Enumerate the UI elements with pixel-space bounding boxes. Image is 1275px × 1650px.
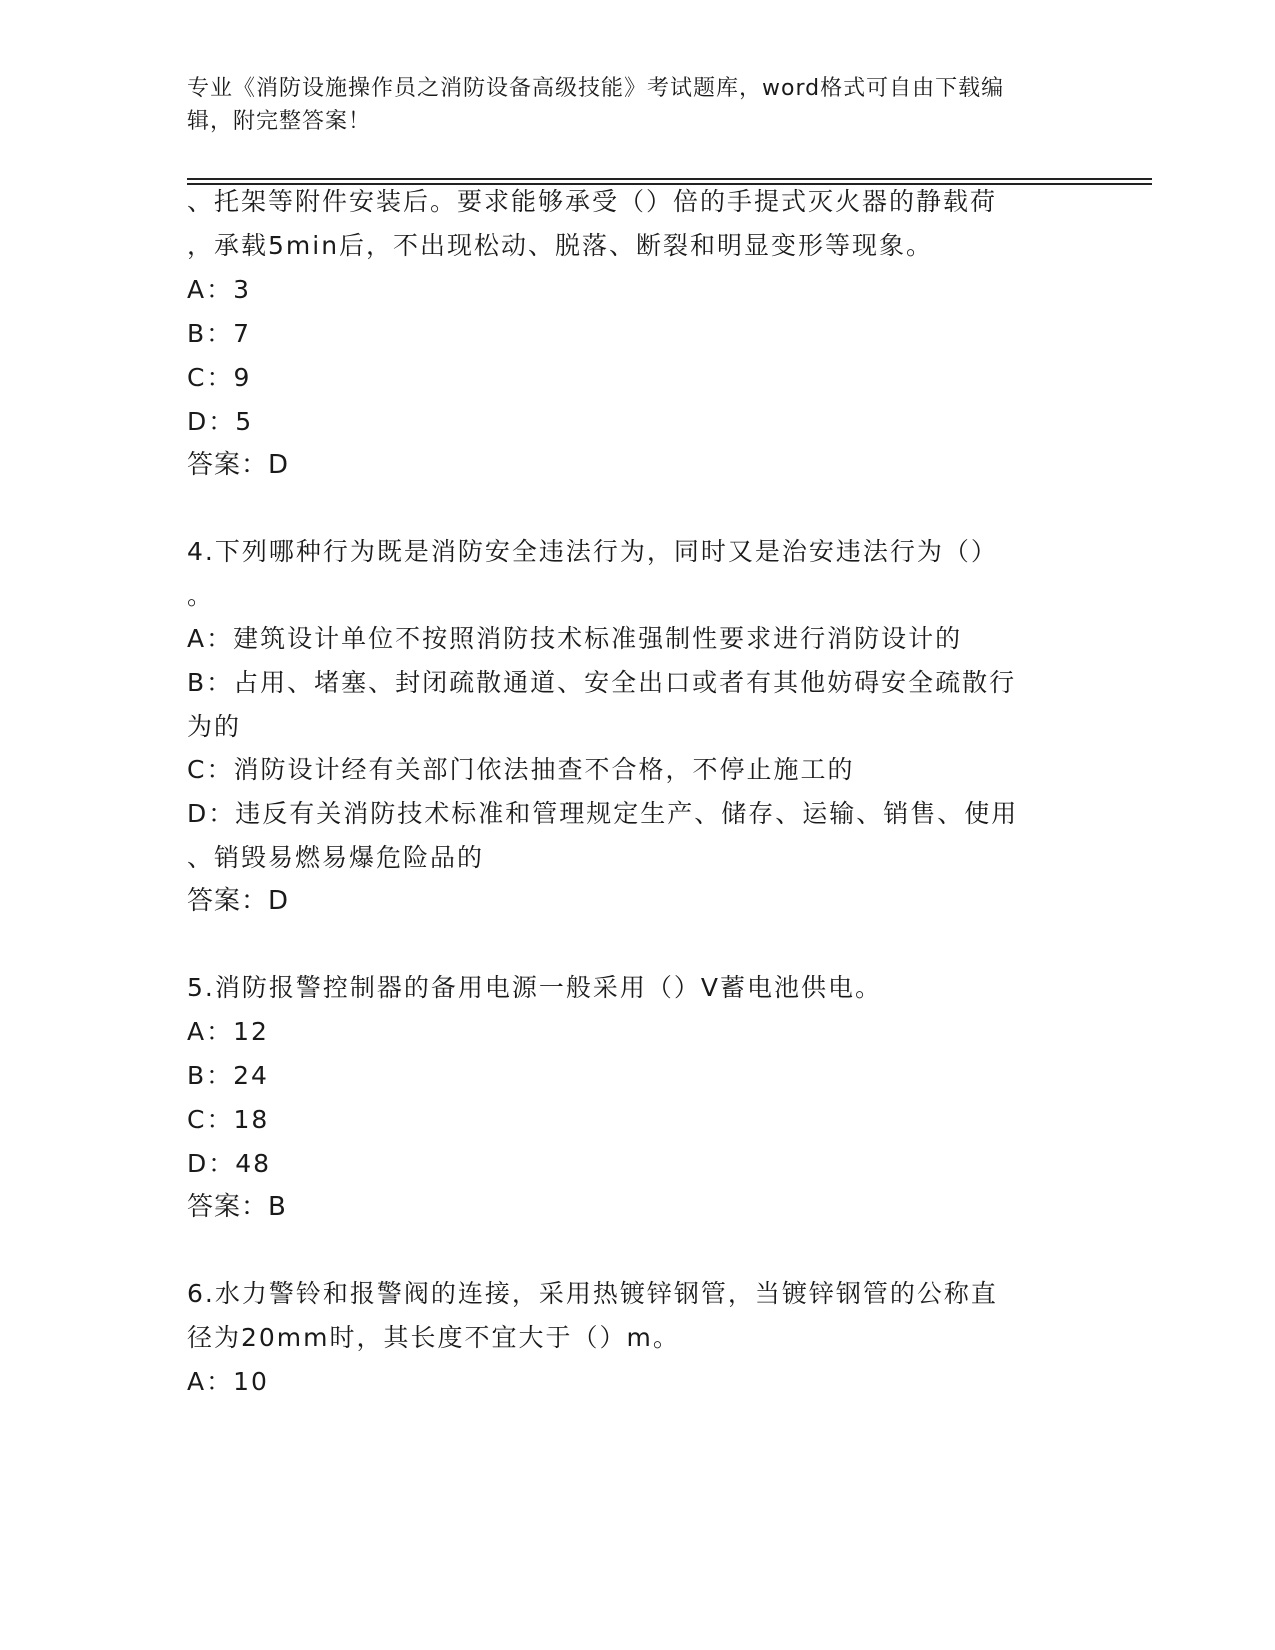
q4-option-b-line-1: B：占用、堵塞、封闭疏散通道、安全出口或者有其他妨碍安全疏散行 — [187, 668, 1017, 697]
q3-option-a: A：3 — [187, 275, 252, 304]
q5-stem: 5.消防报警控制器的备用电源一般采用（）V蓄电池供电。 — [187, 973, 882, 1002]
q5-answer: 答案：B — [187, 1192, 287, 1222]
header-divider-top — [187, 178, 1152, 180]
q4-stem-line-1: 4.下列哪种行为既是消防安全违法行为，同时又是治安违法行为（） — [187, 537, 998, 566]
q6-option-a: A：10 — [187, 1367, 269, 1396]
q3-option-b: B：7 — [187, 319, 252, 348]
q5-option-b: B：24 — [187, 1061, 269, 1090]
q3-answer: 答案：D — [187, 450, 290, 480]
header-line-1: 专业《消防设施操作员之消防设备高级技能》考试题库，word格式可自由下载编 — [187, 76, 1005, 101]
q4-answer: 答案：D — [187, 886, 290, 916]
document-header — [187, 72, 1067, 138]
q3-stem-line-1: 、托架等附件安装后。要求能够承受（）倍的手提式灭火器的静载荷 — [187, 187, 998, 216]
q4-option-b-line-2: 为的 — [187, 712, 242, 741]
q4-option-a: A：建筑设计单位不按照消防技术标准强制性要求进行消防设计的 — [187, 624, 963, 653]
q5-option-a: A：12 — [187, 1017, 269, 1046]
q4-option-c: C：消防设计经有关部门依法抽查不合格，不停止施工的 — [187, 755, 855, 784]
q6-stem-line-2: 径为20mm时，其长度不宜大于（）m。 — [187, 1323, 680, 1352]
header-divider-bottom — [187, 183, 1152, 185]
q3-option-c: C：9 — [187, 363, 252, 392]
q5-option-c: C：18 — [187, 1105, 270, 1134]
q5-option-d: D：48 — [187, 1149, 272, 1178]
header-line-2: 辑，附完整答案！ — [187, 109, 372, 134]
q3-stem-line-2: ，承载5min后，不出现松动、脱落、断裂和明显变形等现象。 — [187, 231, 934, 260]
q4-option-d-line-2: 、销毁易燃易爆危险品的 — [187, 843, 485, 872]
q6-stem-line-1: 6.水力警铃和报警阀的连接，采用热镀锌钢管，当镀锌钢管的公称直 — [187, 1279, 998, 1308]
q3-option-d: D：5 — [187, 407, 254, 436]
q4-option-d-line-1: D：违反有关消防技术标准和管理规定生产、储存、运输、销售、使用 — [187, 799, 1019, 828]
q4-stem-line-2: 。 — [187, 581, 215, 610]
